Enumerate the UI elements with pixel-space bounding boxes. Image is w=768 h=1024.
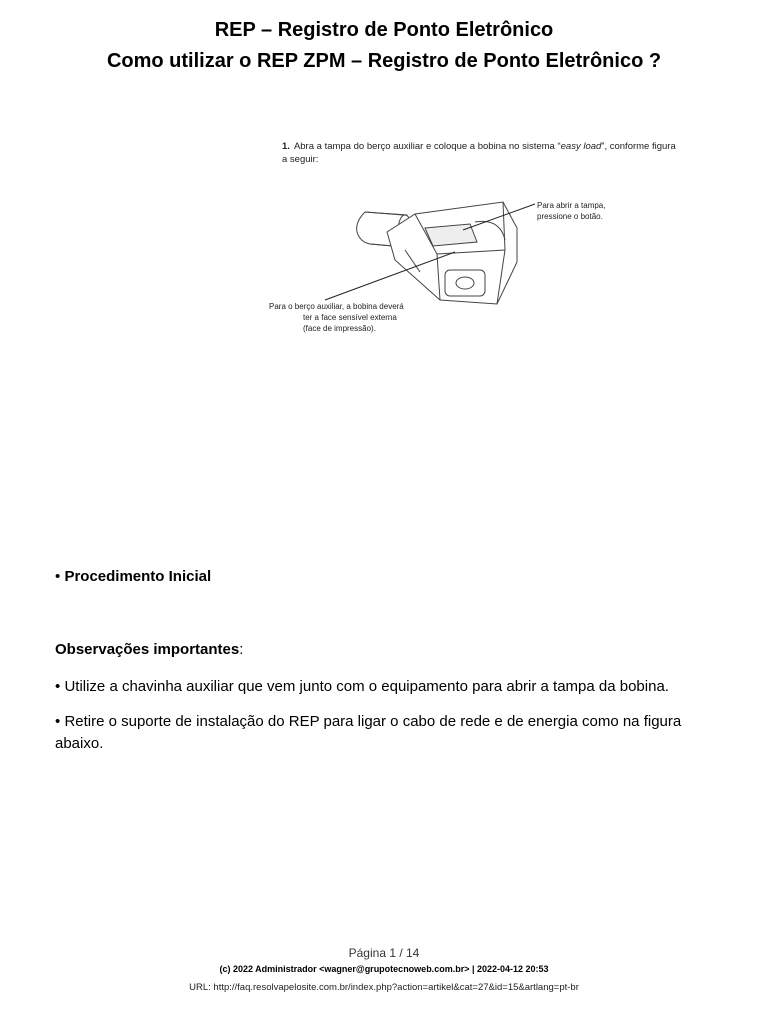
bullet-item-key bbox=[55, 676, 715, 698]
observations-label: Observações importantes bbox=[55, 641, 240, 658]
observations-heading: Observações importantes: bbox=[55, 641, 244, 658]
bullet-glyph: • bbox=[55, 713, 61, 730]
figure-step-text: 1. Abra a tampa do berço auxiliar e coloque a bobina no sistema “easy load”, conforme figura a seguir: bbox=[282, 141, 676, 165]
bullet-text: Utilize a chavinha auxiliar que vem junto com o equipamento para abrir a tampa da bobina. bbox=[64, 678, 669, 695]
procedure-heading bbox=[55, 566, 715, 588]
footer-copyright: (c) 2022 Administrador <wagner@grupotecnoweb.com.br> | 2022-04-12 20:53 bbox=[219, 964, 549, 974]
bullet-glyph: • bbox=[55, 678, 61, 695]
document-subtitle: Como utilizar o REP ZPM – Registro de Ponto Eletrônico ? bbox=[106, 50, 662, 72]
page-number: Página 1 / 14 bbox=[348, 946, 420, 960]
bullet-text: Retire o suporte de instalação do REP para ligar o cabo de rede e de energia como na figura abaixo. bbox=[55, 713, 682, 752]
procedure-label: Procedimento Inicial bbox=[64, 568, 212, 585]
document-title: REP – Registro de Ponto Eletrônico bbox=[214, 19, 554, 41]
instruction-figure bbox=[265, 132, 685, 342]
callout-open-lid: Para abrir a tampa, pressione o botão. bbox=[537, 201, 606, 221]
callout-roll-orientation: Para o berço auxiliar, a bobina deverá ter a face sensível externa (face de impressão). bbox=[269, 302, 404, 333]
bullet-item-support bbox=[55, 711, 715, 755]
footer-url: URL: http://faq.resolvapelosite.com.br/index.php?action=artikel&cat=27&id=15&artlang=pt-br bbox=[189, 982, 579, 993]
bullet-glyph: • bbox=[55, 568, 61, 585]
